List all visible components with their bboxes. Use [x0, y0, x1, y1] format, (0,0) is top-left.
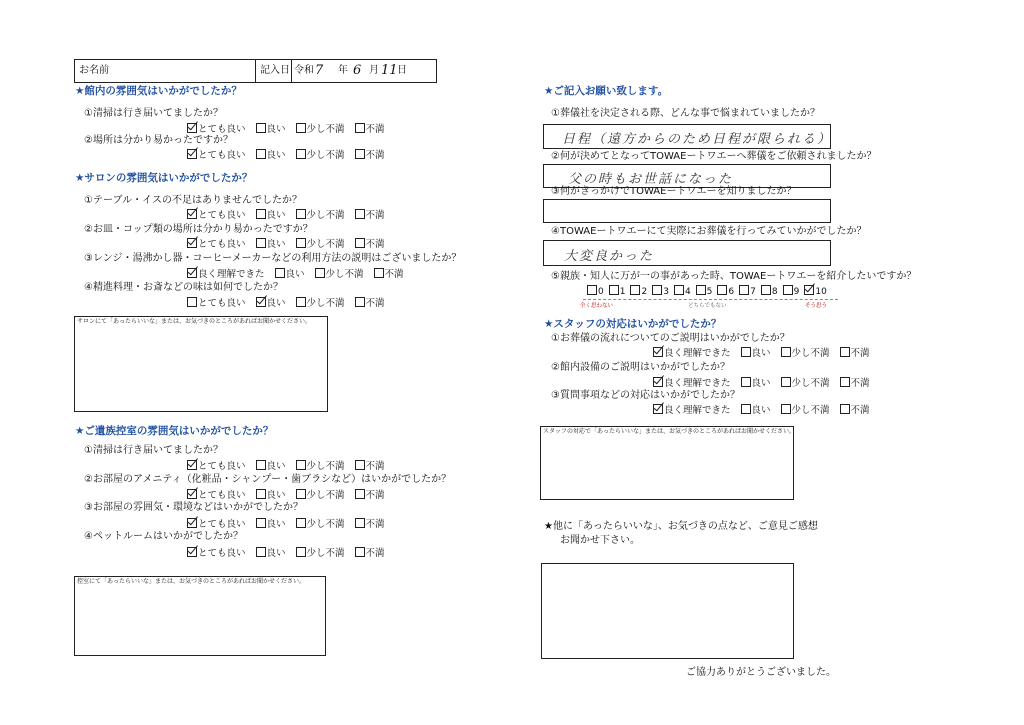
checkbox-icon[interactable] — [652, 285, 662, 295]
family-q2-options[interactable] — [187, 489, 395, 502]
checkbox-icon[interactable] — [674, 285, 684, 295]
option-label: 良い — [266, 150, 286, 161]
checkbox-icon[interactable] — [781, 347, 791, 357]
scale-option[interactable] — [717, 285, 734, 298]
scale-option[interactable] — [674, 285, 691, 298]
option-label: 良い — [266, 519, 286, 530]
option-label: 不満 — [850, 348, 870, 359]
checked-box-icon[interactable] — [187, 489, 197, 499]
option-label: 少し不満 — [306, 150, 345, 161]
option-label: とても良い — [198, 298, 246, 309]
option-label: 良い — [266, 124, 286, 135]
day-unit: 日 — [397, 65, 407, 76]
checkbox-icon[interactable] — [296, 460, 306, 470]
checkbox-option[interactable] — [315, 268, 364, 281]
checkbox-option[interactable] — [187, 518, 246, 531]
request-a2-text: 父の時もお世話になった — [568, 172, 734, 187]
family-q3: ③お部屋の雰囲気・環境などはいかがでしたか？ — [84, 502, 303, 513]
checkbox-option[interactable] — [741, 377, 771, 390]
checkbox-option[interactable] — [256, 489, 286, 502]
checkbox-option[interactable] — [256, 297, 286, 310]
checkbox-icon[interactable] — [355, 547, 365, 557]
checkbox-option[interactable] — [355, 149, 385, 162]
option-label: 良い — [751, 378, 771, 389]
salon-q1-options[interactable] — [187, 209, 395, 222]
option-label: 不満 — [365, 548, 385, 559]
checkbox-option[interactable] — [355, 123, 385, 136]
scale-option[interactable] — [652, 285, 669, 298]
checkbox-icon[interactable] — [256, 209, 266, 219]
checkbox-option[interactable] — [187, 209, 246, 222]
checkbox-icon[interactable] — [741, 404, 751, 414]
section-salon-title: ★サロンの雰囲気はいかがでしたか？ — [75, 172, 253, 184]
option-label: 不満 — [384, 269, 404, 280]
checkbox-option[interactable] — [781, 404, 830, 417]
family-q4: ④ペットルームはいかがでしたか？ — [84, 531, 243, 542]
option-label: 少し不満 — [306, 298, 345, 309]
option-label: 少し不満 — [306, 124, 345, 135]
checkbox-option[interactable] — [256, 149, 286, 162]
checkbox-option[interactable] — [187, 297, 246, 310]
checkbox-option[interactable] — [256, 547, 286, 560]
scale-option[interactable] — [761, 285, 778, 298]
request-q4: ④TOWAEートワエーにて実際にお葬儀を行ってみていかがでしたか？ — [551, 226, 867, 237]
option-label: 良い — [266, 210, 286, 221]
option-label: 良い — [266, 548, 286, 559]
family-q1-options[interactable] — [187, 460, 395, 473]
salon-q3-options[interactable] — [187, 268, 414, 281]
request-a4-box[interactable] — [543, 240, 831, 266]
option-label: 良い — [751, 405, 771, 416]
checked-box-icon[interactable] — [187, 149, 197, 159]
scale-mid-label: どちらでもない — [688, 303, 727, 309]
name-label: お名前 — [79, 65, 109, 76]
option-label: 少し不満 — [306, 461, 345, 472]
family-q2: ②お部屋のアメニティ（化粧品・シャンプー・歯ブラシなど）はいかがでしたか？ — [84, 474, 452, 485]
checked-box-icon[interactable] — [187, 238, 197, 248]
checkbox-icon[interactable] — [355, 209, 365, 219]
salon-comment-label: サロンにて「あったらいいな」または、お気づきのところがあればお聞かせください。 — [77, 318, 311, 325]
salon-q2-options[interactable] — [187, 238, 395, 251]
checkbox-icon[interactable] — [781, 377, 791, 387]
checkbox-icon[interactable] — [630, 285, 640, 295]
checkbox-icon[interactable] — [296, 149, 306, 159]
option-label: 良く理解できた — [664, 348, 731, 359]
option-label: 良い — [266, 239, 286, 250]
option-label: 少し不満 — [791, 378, 830, 389]
request-a1-box[interactable] — [543, 124, 831, 149]
checkbox-option[interactable] — [840, 404, 870, 417]
other-comment-box[interactable] — [541, 563, 794, 659]
salon-q2: ②お皿・コップ類の場所は分かり易かったですか？ — [84, 224, 313, 235]
checkbox-option[interactable] — [256, 518, 286, 531]
checkbox-icon[interactable] — [296, 518, 306, 528]
checkbox-option[interactable] — [296, 209, 345, 222]
other-line2: お聞かせ下さい。 — [560, 535, 640, 546]
checkbox-option[interactable] — [840, 347, 870, 360]
thanks-text: ご協力ありがとうございました。 — [686, 667, 836, 678]
checkbox-icon[interactable] — [355, 460, 365, 470]
option-label: とても良い — [198, 490, 246, 501]
checkbox-icon[interactable] — [840, 377, 850, 387]
option-label: 不満 — [365, 150, 385, 161]
scale-option[interactable] — [587, 285, 604, 298]
checked-box-icon[interactable] — [187, 518, 197, 528]
checkbox-option[interactable] — [840, 377, 870, 390]
checkbox-icon[interactable] — [741, 347, 751, 357]
section-family-room-title: ★ご遺族控室の雰囲気はいかがでしたか？ — [75, 425, 274, 437]
checkbox-option[interactable] — [296, 460, 345, 473]
recommend-scale[interactable] — [587, 285, 832, 298]
request-a2-box[interactable] — [543, 164, 831, 188]
checkbox-option[interactable] — [653, 404, 731, 417]
option-label: 少し不満 — [306, 548, 345, 559]
scale-high-label: そう思う — [805, 303, 828, 309]
checkbox-option[interactable] — [296, 489, 345, 502]
family-q3-options[interactable] — [187, 518, 395, 531]
checkbox-icon[interactable] — [256, 518, 266, 528]
request-a4-text: 大変良かった — [564, 249, 655, 264]
checkbox-icon[interactable] — [739, 285, 749, 295]
checkbox-icon[interactable] — [781, 404, 791, 414]
year-unit: 年 — [338, 65, 348, 76]
checkbox-icon[interactable] — [256, 238, 266, 248]
option-label: とても良い — [198, 124, 246, 135]
option-label: 不満 — [365, 239, 385, 250]
date-label: 記入日 — [260, 65, 290, 76]
option-label: 少し不満 — [306, 210, 345, 221]
checked-box-icon[interactable] — [653, 377, 663, 387]
checkbox-icon[interactable] — [296, 547, 306, 557]
request-q3: ③何がきっかけでTOWAEートワエーを知りましたか？ — [551, 186, 797, 197]
checkbox-option[interactable] — [653, 377, 731, 390]
checkbox-icon[interactable] — [256, 460, 266, 470]
staff-q2: ②館内設備のご説明はいかがでしたか？ — [551, 362, 730, 373]
checkbox-option[interactable] — [256, 460, 286, 473]
request-q5: ⑤親族・知人に万が一の事があった時、TOWAEートワエーを紹介したいですか？ — [551, 271, 917, 282]
checkbox-option[interactable] — [296, 123, 345, 136]
option-label: 少し不満 — [306, 519, 345, 530]
checkbox-option[interactable] — [741, 404, 771, 417]
option-label: とても良い — [198, 548, 246, 559]
scale-option[interactable] — [630, 285, 647, 298]
checked-box-icon[interactable] — [187, 268, 197, 278]
checkbox-icon[interactable] — [256, 123, 266, 133]
checkbox-icon[interactable] — [315, 268, 325, 278]
checkbox-icon[interactable] — [256, 547, 266, 557]
option-label: 不満 — [365, 210, 385, 221]
hall-q2: ②場所は分かり易かったですか？ — [84, 135, 233, 146]
family-q1: ①清掃は行き届いてましたか？ — [84, 445, 223, 456]
option-label: 不満 — [365, 298, 385, 309]
checkbox-icon[interactable] — [355, 238, 365, 248]
checkbox-icon[interactable] — [355, 489, 365, 499]
checkbox-option[interactable] — [355, 460, 385, 473]
option-label: 良い — [266, 461, 286, 472]
salon-q4-options[interactable] — [187, 297, 395, 310]
scale-number: 2 — [641, 287, 648, 297]
option-label: 良い — [285, 269, 305, 280]
checkbox-option[interactable] — [256, 209, 286, 222]
checkbox-option[interactable] — [296, 547, 345, 560]
salon-q1: ①テーブル・イスの不足はありませんでしたか？ — [84, 195, 302, 206]
checkbox-icon[interactable] — [587, 285, 597, 295]
checkbox-icon[interactable] — [256, 149, 266, 159]
hall-q2-options[interactable] — [187, 149, 395, 162]
option-label: 良い — [751, 348, 771, 359]
checkbox-icon[interactable] — [296, 297, 306, 307]
scale-low-label: 全く思わない — [580, 303, 614, 309]
salon-q4: ④精進料理・お斎などの味は如何でしたか？ — [84, 282, 283, 293]
checkbox-icon[interactable] — [355, 149, 365, 159]
checked-box-icon[interactable] — [187, 547, 197, 557]
checked-box-icon[interactable] — [653, 347, 663, 357]
checkbox-icon[interactable] — [187, 297, 197, 307]
checkbox-option[interactable] — [355, 238, 385, 251]
checkbox-option[interactable] — [187, 489, 246, 502]
option-label: 不満 — [365, 490, 385, 501]
option-label: 不満 — [365, 124, 385, 135]
checkbox-option[interactable] — [653, 347, 731, 360]
checkbox-option[interactable] — [187, 149, 246, 162]
checkbox-option[interactable] — [374, 268, 404, 281]
section-hall-title: ★館内の雰囲気はいかがでしたか？ — [75, 85, 242, 97]
checkbox-option[interactable] — [187, 268, 265, 281]
checkbox-icon[interactable] — [296, 123, 306, 133]
checkbox-option[interactable] — [187, 547, 246, 560]
checked-box-icon[interactable] — [187, 123, 197, 133]
checkbox-option[interactable] — [355, 547, 385, 560]
request-a1-text: 日程（遠方からのため日程が限られる） — [562, 132, 833, 147]
month-value[interactable]: 6 — [353, 63, 362, 78]
scale-option[interactable] — [783, 285, 800, 298]
checkbox-option[interactable] — [256, 238, 286, 251]
checkbox-icon[interactable] — [761, 285, 771, 295]
request-q1: ①葬儀社を決定される際、どんな事で悩まれていましたか？ — [551, 108, 820, 119]
checkbox-icon[interactable] — [741, 377, 751, 387]
checkbox-option[interactable] — [741, 347, 771, 360]
checked-box-icon[interactable] — [653, 404, 663, 414]
checkbox-option[interactable] — [296, 297, 345, 310]
hall-q1: ①清掃は行き届いてましたか？ — [84, 108, 223, 119]
day-value[interactable]: 11 — [381, 63, 398, 78]
family-comment-label: 控室にて「あったらいいな」または、お気づきのところがあればお聞かせください。 — [77, 578, 305, 585]
checkbox-icon[interactable] — [296, 238, 306, 248]
checkbox-icon[interactable] — [296, 209, 306, 219]
scale-number: 7 — [750, 287, 756, 297]
checkbox-option[interactable] — [781, 347, 830, 360]
checkbox-icon[interactable] — [783, 285, 793, 295]
staff-q1: ①お葬儀の流れについてのご説明はいかがでしたか？ — [551, 333, 790, 344]
scale-number: 0 — [598, 287, 604, 297]
option-label: 不満 — [850, 405, 870, 416]
checkbox-icon[interactable] — [275, 268, 285, 278]
staff-q3-options[interactable] — [653, 404, 880, 417]
checkbox-icon[interactable] — [717, 285, 727, 295]
option-label: 良く理解できた — [664, 378, 731, 389]
checkbox-icon[interactable] — [840, 347, 850, 357]
option-label: 良い — [266, 490, 286, 501]
checked-box-icon[interactable] — [187, 209, 197, 219]
checkbox-icon[interactable] — [355, 123, 365, 133]
option-label: 少し不満 — [306, 239, 345, 250]
checkbox-option[interactable] — [296, 518, 345, 531]
scale-number: 8 — [771, 287, 778, 297]
divider — [255, 60, 256, 82]
scale-number: 6 — [728, 287, 735, 297]
header-box — [74, 59, 437, 83]
month-unit: 月 — [369, 65, 379, 76]
request-q2: ②何が決めてとなってTOWAEートワエーへ葬儀をご依頼されましたか？ — [551, 151, 877, 162]
checkbox-option[interactable] — [187, 460, 246, 473]
option-label: 不満 — [850, 378, 870, 389]
request-a3-box[interactable] — [543, 199, 831, 223]
checked-box-icon[interactable] — [804, 285, 814, 295]
checkbox-option[interactable] — [355, 518, 385, 531]
option-label: とても良い — [198, 239, 246, 250]
option-label: とても良い — [198, 519, 246, 530]
option-label: 少し不満 — [306, 490, 345, 501]
section-request-title: ★ご記入お願い致します。 — [544, 85, 669, 97]
checkbox-icon[interactable] — [256, 489, 266, 499]
option-label: 不満 — [365, 461, 385, 472]
era-label: 令和 — [294, 65, 314, 76]
scale-number: 3 — [663, 287, 669, 297]
checkbox-icon[interactable] — [609, 285, 619, 295]
checkbox-option[interactable] — [275, 268, 305, 281]
checked-box-icon[interactable] — [187, 460, 197, 470]
divider — [291, 60, 292, 82]
other-line1: ★他に「あったらいいな」、お気づきの点など、ご意見ご感想 — [544, 521, 818, 532]
year-value[interactable]: 7 — [315, 63, 324, 78]
checkbox-icon[interactable] — [374, 268, 384, 278]
checkbox-option[interactable] — [296, 238, 345, 251]
checkbox-option[interactable] — [256, 123, 286, 136]
option-label: 不満 — [365, 519, 385, 530]
checkbox-option[interactable] — [781, 377, 830, 390]
section-staff-title: ★スタッフの対応はいかがでしたか？ — [544, 318, 722, 330]
checkbox-option[interactable] — [296, 149, 345, 162]
checkbox-option[interactable] — [355, 489, 385, 502]
checkbox-icon[interactable] — [355, 297, 365, 307]
staff-q1-options[interactable] — [653, 347, 880, 360]
staff-comment-box[interactable] — [540, 426, 794, 500]
scale-number: 10 — [815, 287, 827, 297]
checkbox-icon[interactable] — [696, 285, 706, 295]
option-label: とても良い — [198, 210, 246, 221]
staff-comment-label: スタッフの対応で「あったらいいな」または、お気づきのところがあればお聞かせください。 — [543, 428, 795, 435]
checkbox-option[interactable] — [355, 209, 385, 222]
family-comment-box[interactable] — [74, 576, 326, 656]
staff-q2-options[interactable] — [653, 377, 880, 390]
checkbox-option[interactable] — [187, 238, 246, 251]
staff-q3: ③質問事項などの対応はいかがでしたか？ — [551, 390, 740, 401]
scale-number: 4 — [684, 287, 691, 297]
option-label: 少し不満 — [791, 405, 830, 416]
option-label: 良い — [266, 298, 286, 309]
scale-option[interactable] — [804, 285, 826, 298]
salon-q3: ③レンジ・湯沸かし器・コーヒーメーカーなどの利用方法の説明はございましたか？ — [84, 253, 462, 264]
option-label: 良く理解できた — [198, 269, 265, 280]
option-label: とても良い — [198, 150, 246, 161]
option-label: 少し不満 — [325, 269, 364, 280]
checkbox-option[interactable] — [355, 297, 385, 310]
checkbox-icon[interactable] — [355, 518, 365, 528]
scale-number: 5 — [706, 287, 713, 297]
scale-number: 9 — [793, 287, 800, 297]
scale-number: 1 — [619, 287, 626, 297]
family-q4-options[interactable] — [187, 547, 395, 560]
scale-dashed-line — [583, 299, 838, 300]
checkbox-icon[interactable] — [840, 404, 850, 414]
option-label: とても良い — [198, 461, 246, 472]
checked-box-icon[interactable] — [256, 297, 266, 307]
checkbox-icon[interactable] — [296, 489, 306, 499]
option-label: 少し不満 — [791, 348, 830, 359]
scale-option[interactable] — [739, 285, 756, 298]
scale-option[interactable] — [609, 285, 626, 298]
salon-comment-box[interactable] — [74, 316, 328, 412]
scale-option[interactable] — [696, 285, 713, 298]
option-label: 良く理解できた — [664, 405, 731, 416]
